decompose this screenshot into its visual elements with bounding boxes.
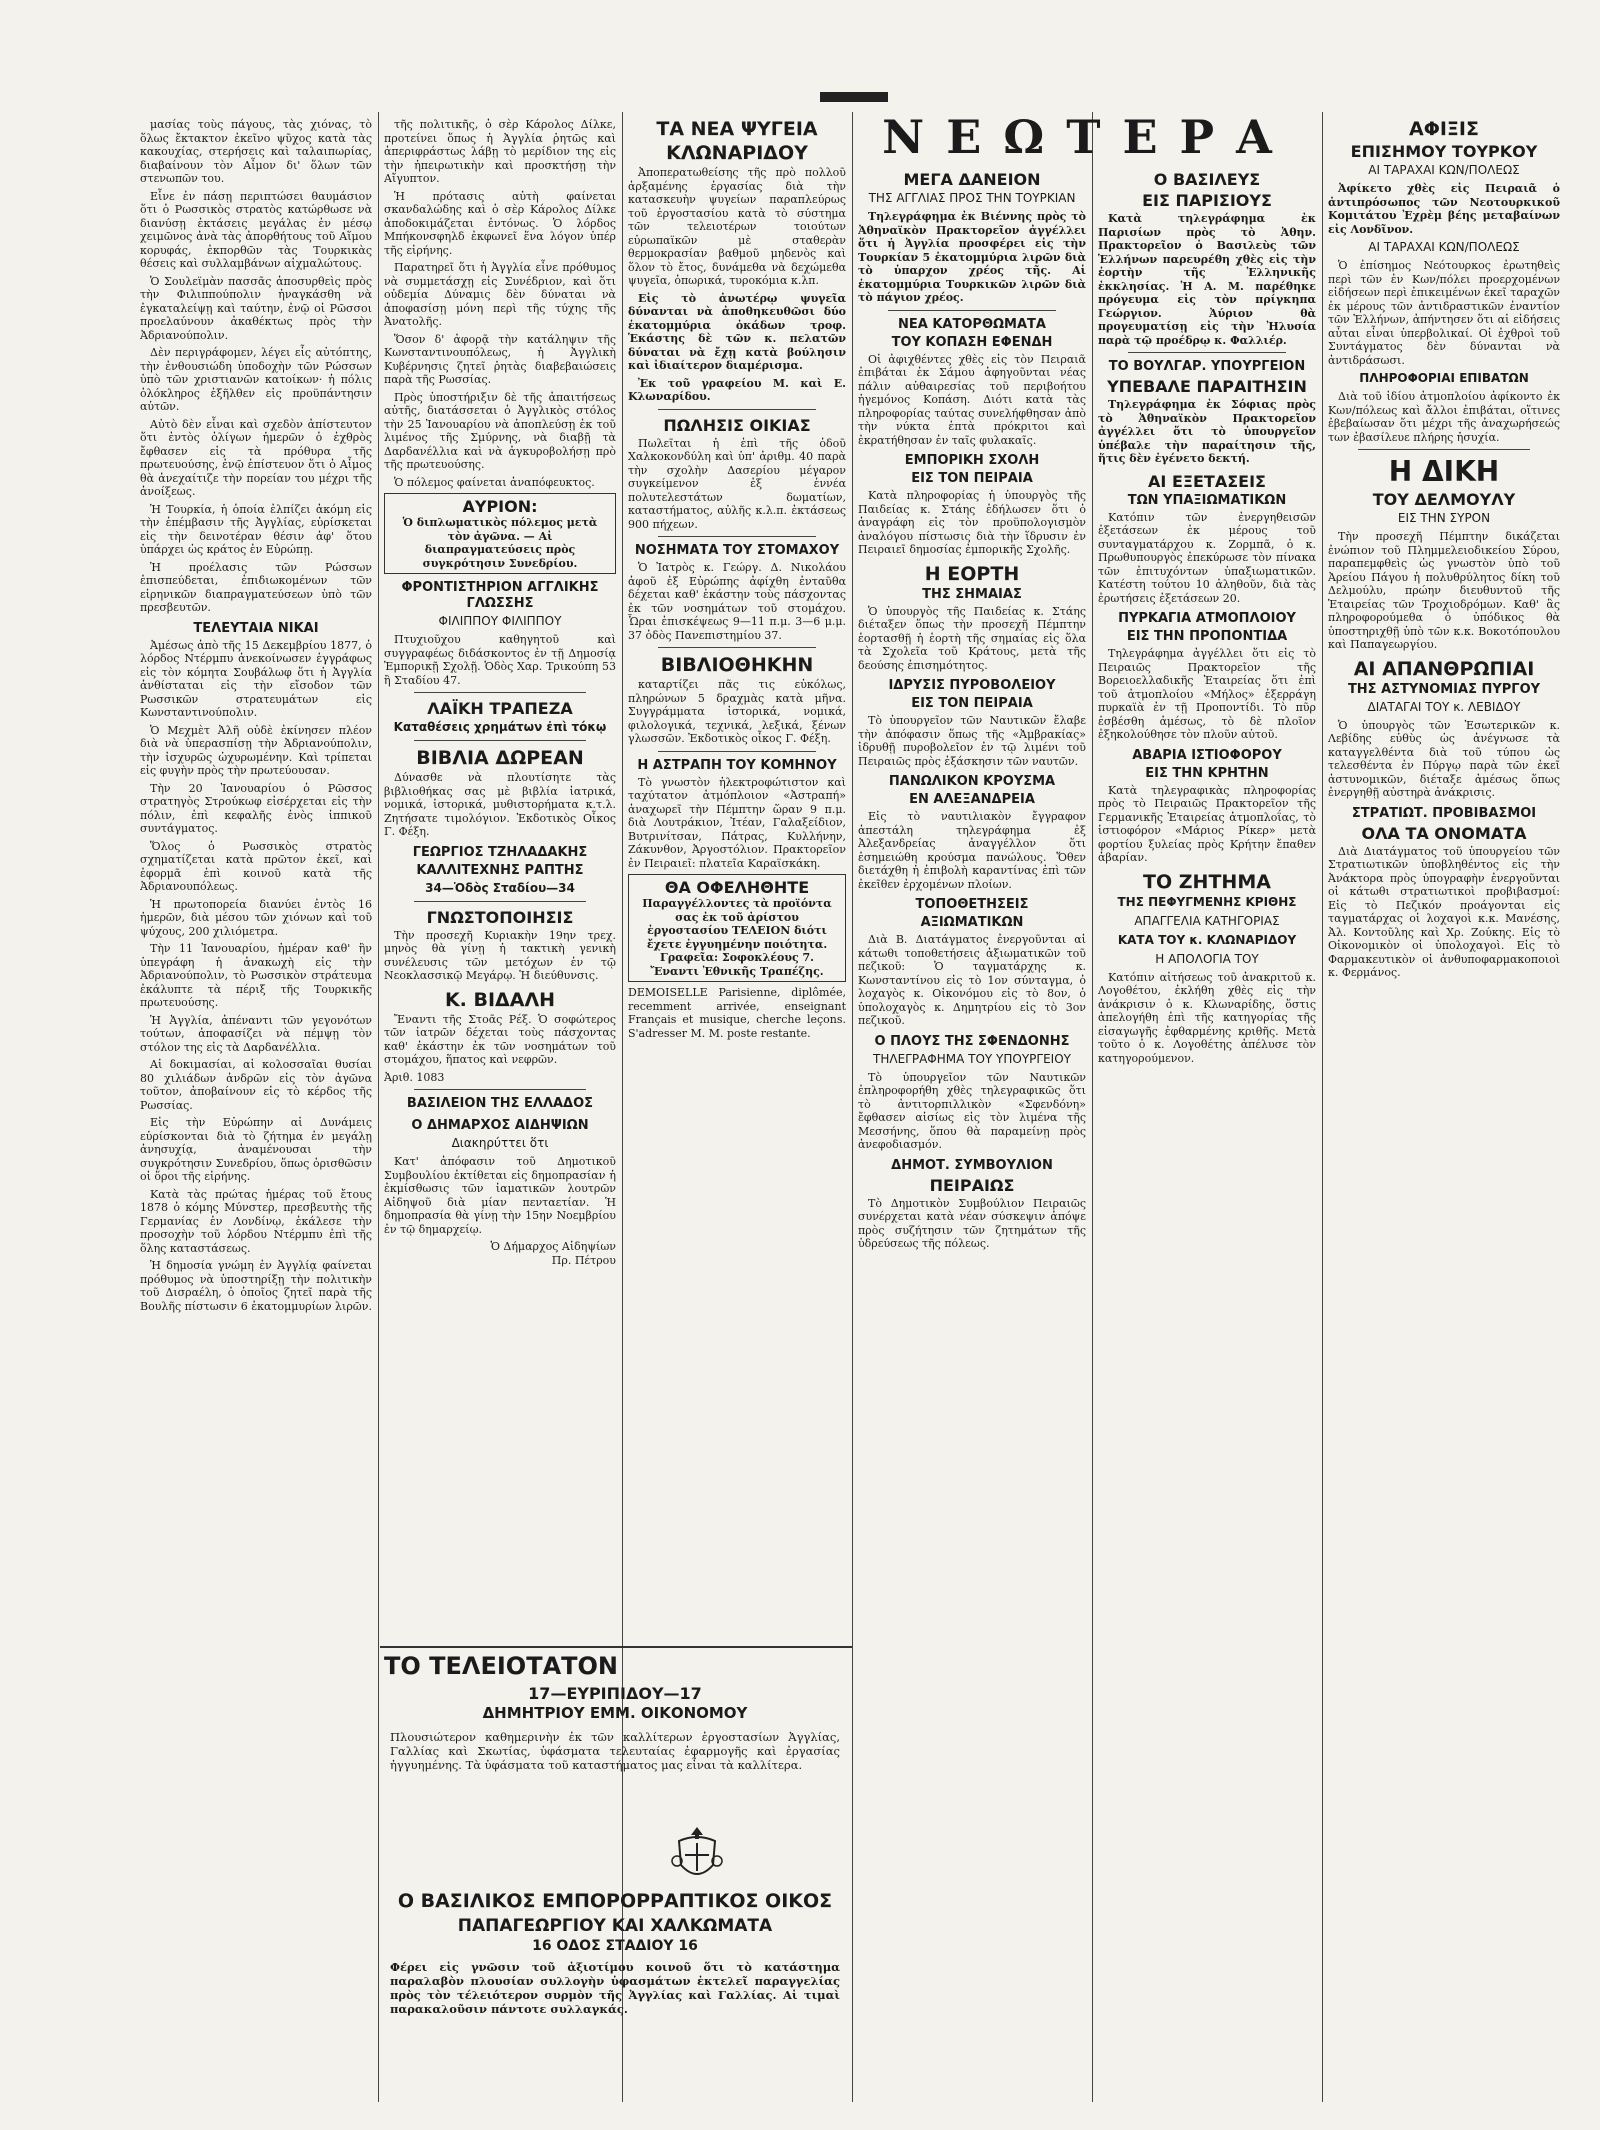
column-rule — [1092, 112, 1093, 2102]
teleiotaton-owner: ΔΗΜΗΤΡΙΟΥ ΕΜΜ. ΟΙΚΟΝΟΜΟΥ — [482, 1704, 748, 1722]
paragraph: Κατὰ τηλεγραφικὰς πληροφορίας πρὸς τὸ Πειραιῶς Πρακτορεῖον τῆς Γερμανικῆς Ἑταιρείας ἀτμοπλοΐας, τὸ ἱστιοφόρον «Μάριος Ρίκερ» μετὰ φορτίου ξυλείας πρὸς Κρήτην ἔπαθεν ἀβαρίαν. — [1098, 783, 1316, 864]
paragraph: Τὴν προσεχῆ Πέμπτην δικάζεται ἐνώπιον τοῦ Πλημμελειοδικείου Σύρου, παραπεμφθεὶς ὡς γνωστὸν ὑπὸ τοῦ Ἀρείου Πάγου ἡ πολυθρύλητος δίκη τοῦ Δελμούλυ, πρώην διευθυντοῦ τῆς Ἑταιρείας τῶν Τροχιοδρόμων. Καθ' ἃς πληροφορούμεθα ὁ ὑπόδικος θὰ ὑποστηριχθῇ ὑπὸ τῶν κ.κ. Βοκοτόπουλου καὶ Παπαγεωργίου. — [1328, 530, 1560, 651]
cruelties-heading: ΑΙ ΑΠΑΝΘΡΩΠΙΑΙ — [1353, 657, 1535, 680]
loan-heading: ΜΕΓΑ ΔΑΝΕΙΟΝ — [903, 170, 1041, 189]
paragraph: Πωλεῖται ἡ ἐπὶ τῆς ὁδοῦ Χαλκοκονδύλη καὶ ὑπ' ἀριθμ. 40 παρὰ τὴν σχολὴν Δασερίου μέγαρον συγκείμενον ἐξ ἐννέα πολυτελεστάτων δωματίων, καταστήματος, αὐλῆς κ.λ.π. ἐκτάσεως 900 πήχεων. — [628, 436, 846, 531]
school-heading: ΕΜΠΟΡΙΚΗ ΣΧΟΛΗ — [904, 453, 1040, 468]
reference-number: Ἀριθ. 1083 — [384, 1070, 445, 1084]
tailor-heading: ΓΕΩΡΓΙΟΣ ΤΖΗΛΑΔΑΚΗΣ — [412, 844, 588, 860]
arrival-subheading: ΕΠΙΣΗΜΟΥ ΤΟΥΡΚΟΥ — [1350, 142, 1538, 161]
basilikos-text: Φέρει εἰς γνῶσιν τοῦ ἀξιοτίμου κοινοῦ ὅτι τὸ κατάστημα παραλαβὸν πλουσίαν συλλογὴν ὑφασμάτων ἐκτελεῖ παραγγελίας πρὸς τὸν τέλειότερον συρμὸν τῆς Ἀγγλίας καὶ Γαλλίας. Αἱ τιμαὶ παρακαλοῦσιν πάντοτε συλλαγκάς. — [390, 1960, 840, 2016]
teleiotaton-text: Πλουσιώτερον καθημερινὴν ἐκ τῶν καλλίτερων ἐργοστασίων Ἀγγλίας, Γαλλίας καὶ Σκωτίας, ὑφάσματα τελευταίας ἐφαρμογῆς καὶ ἐργασίας ἠγγυημένης. Τὰ ὑφάσματα τοῦ καταστήματος μας εἶναι τὰ καλλίτερα. — [390, 1730, 840, 1772]
paragraph: Ὅσον δ' ἀφορᾷ τὴν κατάληψιν τῆς Κωνσταντινουπόλεως, ἡ Ἀγγλικὴ Κυβέρνησις ζητεῖ ῥητὰς διαβεβαιώσεις παρὰ τῆς Ρωσσίας. — [384, 332, 616, 386]
frontist-subheading: ΦΙΛΙΠΠΟΥ ΦΙΛΙΠΠΟΥ — [438, 614, 562, 628]
paragraph: Τὸ ὑπουργεῖον τῶν Ναυτικῶν ἐπληροφορήθη χθὲς τηλεγραφικῶς ὅτι τὸ ἀντιτορπιλλικὸν «Σφενδόνη» ἔφθασεν αἰσίως εἰς τὸν λιμένα τῆς Μεσσήνης, ὅπου θὰ παραμείνῃ πρὸς ἀνεφοδιασμόν. — [858, 1070, 1086, 1151]
notice-box — [384, 493, 616, 574]
paragraph: τῆς πολιτικῆς, ὁ σὲρ Κάρολος Δίλκε, προτείνει ὅπως ἡ Ἀγγλία ῥητῶς καὶ ἀπεριφράστως λάβῃ τὸ μερίδιον της εἰς τὴν ἠπειρωτικὴν καὶ προσκτήσῃ τὴν Αἴγυπτον. — [384, 118, 616, 185]
arrival-heading: ΑΦΙΞΙΣ — [1409, 118, 1479, 140]
paragraph: Ἀμέσως ἀπὸ τῆς 15 Δεκεμβρίου 1877, ὁ λόρδος Ντέρμπυ ἀνεκοίνωσεν ἐγγράφως εἰς τὸν κόμητα Σουβάλωφ ὅτι ἡ Ἀγγλία ἀνθίσταται εἰς τὴν εἴσοδον τῶν Ρωσσικῶν στρατευμάτων εἰς Κωνσταντινούπολιν. — [140, 638, 372, 719]
paragraph: Αἱ δοκιμασίαι, αἱ κολοσσαῖαι θυσίαι 80 χιλιάδων ἀνδρῶν εἰς τὸν ἀγῶνα τοῦτον, ἀποβαίνουν εἰς τὸ κέρδος τῆς Ρωσσίας. — [140, 1058, 372, 1112]
council-heading: ΔΗΜΟΤ. ΣΥΜΒΟΥΛΙΟΝ — [891, 1157, 1053, 1173]
ad-rule — [380, 1646, 852, 1648]
kingdom-heading: ΒΑΣΙΛΕΙΟΝ ΤΗΣ ΕΛΛΑΔΟΣ — [406, 1096, 594, 1111]
mayor-subheading: Διακηρύττει ὅτι — [451, 1136, 549, 1150]
paragraph: Εἰς τὸ ναυτιλιακὸν ἔγγραφον ἀπεστάλη τηλεγράφημα ἐξ Ἀλεξανδρείας ἀναγγέλλον ὅτι ἐσημειώθη κρούσμα πανώλους. Ὅθεν διετάχθη ἡ ἐπιβολὴ καραντίνας ἐπὶ τῶν ἐκεῖθεν ἐρχομένων πλοίων. — [858, 810, 1086, 891]
column-rule — [1322, 112, 1323, 2102]
bulgar-subheading: ΥΠΕΒΑΛΕ ΠΑΡΑΙΤΗΣΙΝ — [1107, 377, 1307, 396]
mayor-heading: Ο ΔΗΜΑΡΧΟΣ ΑΙΔΗΨΙΩΝ — [411, 1118, 589, 1133]
paragraph: Αὐτὸ δὲν εἶναι καὶ σχεδὸν ἀπίστευτον ὅτι ἐντὸς ὀλίγων ἡμερῶν ὁ ἐχθρὸς ἔφθασεν εἰς τὰ πρόθυρα τῆς πρωτευούσης, ἐνῷ ἐπίστευον ὅτι ὁ Αἷμος θὰ ἀνεχαίτιζε τὴν πορείαν του μέχρι τῆς ἀνοίξεως. — [140, 417, 372, 498]
paragraph: Οἱ ἀφιχθέντες χθὲς εἰς τὸν Πειραιᾶ ἐπιβάται ἐκ Σάμου ἀφηγοῦνται νέας πάλιν αὐθαιρεσίας τοῦ περιβοήτου ἡγεμόνος Κοπάση. Διότι κατὰ τὰς πληροφορίας ταύτας συνελήφθησαν ἀπὸ τὴν νύκτα ἑπτὰ πρόκριτοι καὶ ἐκρατήθησαν ἐν ταῖς φυλακαῖς. — [858, 352, 1086, 447]
divider — [1128, 352, 1286, 353]
paragraph: Τὴν προσεχῆ Κυριακὴν 19ην τρεχ. μηνὸς θὰ γίνῃ ἡ τακτικὴ γενικὴ συνέλευσις τῶν μετόχων ἐν τῷ Νεοκλασσικῷ Μεγάρῳ. Ἡ διεύθυνσις. — [384, 928, 616, 982]
paragraph: Ὅλος ὁ Ρωσσικὸς στρατὸς σχηματίζεται κατὰ πρῶτον ἐκεῖ, καὶ ἐφορμᾶ ἐπὶ κοινοῦ κατὰ τῆς Ἀδριανουπόλεως. — [140, 839, 372, 893]
column-6 — [1328, 118, 1560, 2108]
divider — [658, 536, 816, 537]
ad-box — [628, 874, 846, 982]
paragraph: Τὴν 20 Ἰανουαρίου ὁ Ρῶσσος στρατηγὸς Στρούκωφ εἰσέρχεται εἰς τὴν πόλιν, ἐπὶ κεφαλῆς ἑνὸς ἱππικοῦ συντάγματος. — [140, 781, 372, 835]
paragraph: Κατὰ τὰς πρώτας ἡμέρας τοῦ ἔτους 1878 ὁ κόμης Μύνστερ, πρεσβευτὴς τῆς Γερμανίας ἐν Λονδίνῳ, ἐκάλεσε τὴν προσοχὴν τοῦ λόρδου Ντέρμπυ ἐπὶ τῆς ὅλης καταστάσεως. — [140, 1187, 372, 1255]
paragraph: Τὸ Δημοτικὸν Συμβούλιον Πειραιῶς συνέρχεται κατὰ νέαν σύσκεψιν ἀπόψε πρὸς συζήτησιν τῶν ζητημάτων τῆς ὑδρεύσεως τῆς πόλεως. — [858, 1196, 1086, 1250]
divider — [414, 901, 586, 902]
paragraph: Ἡ δημοσία γνώμη ἐν Ἀγγλίᾳ φαίνεται πρόθυμος νὰ ὑποστηρίξῃ τὴν πολιτικὴν τοῦ Δισραέλη, ὁ ὁποῖος ζητεῖ παρὰ τῆς Βουλῆς πίστωσιν 6 ἑκατομμυρίων λιρῶν. — [140, 1259, 372, 1313]
damage-subheading: ΕΙΣ ΤΗΝ ΚΡΗΤΗΝ — [1145, 765, 1269, 781]
issue-subheading-3: ΚΑΤΑ ΤΟΥ κ. ΚΛΩΝΑΡΙΔΟΥ — [1117, 932, 1297, 947]
flag-feast-subheading: ΤΗΣ ΣΗΜΑΙΑΣ — [922, 586, 1022, 602]
paragraph: Ὁ πόλεμος φαίνεται ἀναπόφευκτος. — [394, 475, 595, 489]
bank-text: Καταθέσεις χρημάτων ἐπὶ τόκῳ — [393, 720, 607, 734]
paragraph: Κατὰ πληροφορίας ἡ ὑπουργὸς τῆς Παιδείας κ. Στάης ἐδήλωσεν ὅτι ὁ ἀναγράφη εἰς τὸν προϋπολογισμὸν ἀναλόγου πίστωσις διὰ τὴν ἵδρυσιν ἐν Πειραιεῖ δημοσίας ἐμπορικῆς Σχολῆς. — [858, 489, 1086, 556]
paragraph: Εἰς τὴν Εὐρώπην αἱ Δυνάμεις εὑρίσκονται διὰ τὸ ζήτημα ἐν μεγάλῃ ἀνησυχίᾳ, ἀναμένουσαι τὴν συγκρότησιν Συνεδρίου, ὅπως ὁρισθῶσιν οἱ ὅροι τῆς εἰρήνης. — [140, 1116, 372, 1183]
kopasi-subheading: ΤΟΥ ΚΟΠΑΣΗ ΕΦΕΝΔΗ — [891, 334, 1053, 350]
paragraph: Ὁ ὑπουργὸς τῆς Παιδείας κ. Στάης διέταξεν ὅπως τὴν προσεχῆ Πέμπτην ἑορτασθῇ ἡ ἑορτὴ τῆς σημαίας εἰς ὅλα τὰ Σχολεῖα τοῦ Κράτους, μετὰ τῆς δεούσης ἐπισημότητος. — [858, 604, 1086, 672]
paragraph: καταρτίζει πᾶς τις εὐκόλως, πληρώνων 5 δραχμὰς κατὰ μῆνα. Συγγράμματα ἱστορικά, νομικά, φιλολογικά, τεχνικά, λεξικά, ξένων γλωσσῶν. Ἐκδοτικὸς οἶκος Γ. Φέξη. — [628, 678, 846, 745]
fridges-heading: ΤΑ ΝΕΑ ΨΥΓΕΙΑ — [656, 118, 818, 140]
tailor-address: 34—Ὁδὸς Σταδίου—34 — [425, 880, 575, 895]
atrion-heading: ΑΥΡΙΟΝ: — [462, 497, 538, 516]
column-4 — [858, 170, 1086, 2010]
paragraph: Εἶνε ἐν πάσῃ περιπτώσει θαυμάσιον ὅτι ὁ Ρωσσικὸς στρατὸς κατώρθωσε νὰ διανύσῃ ἐκτάσεις μεγάλας ἐν μέσῳ χειμῶνος ἀνὰ τὰς ἀπορθήτους τοῦ Αἵμου κορυφάς, ἐκπορθῶν τὰς Τουρκικὰς θέσεις καὶ συλλαμβάνων αἰχμαλώτους. — [140, 189, 372, 270]
cruelties-subheading: ΤΗΣ ΑΣΤΥΝΟΜΙΑΣ ΠΥΡΓΟΥ — [1347, 681, 1541, 697]
paragraph: Τὴν 11 Ἰανουαρίου, ἡμέραν καθ' ἣν ὑπεγράφη ἡ ἀνακωχὴ εἰς τὴν Ἀδριανούπολιν, τὸ Ρωσσικὸν στράτευμα ἐκάλυπτε τὰ πέριξ τῆς Τουρκικῆς πρωτευούσης. — [140, 942, 372, 1009]
paragraph: Δὲν περιγράφομεν, λέγει εἷς αὐτόπτης, τὴν ἐνθουσιώδη ὑποδοχὴν τῶν Ρώσσων ὑπὸ τῶν χριστιανῶν κατοίκων· ἡ πόλις ὁλόκληρος ἐξῆλθεν εἰς προϋπάντησιν αὐτῶν. — [140, 346, 372, 413]
column-5 — [1098, 170, 1316, 2010]
divider — [414, 692, 586, 693]
paragraph: Ἡ Τουρκία, ἡ ὁποία ἐλπίζει ἀκόμη εἰς τὴν ἐπέμβασιν τῆς Ἀγγλίας, εὑρίσκεται εἰς τὴν δεινοτέραν θέσιν ἀφ' ὅτου ὑπάρχει ὡς κράτος ἐν Εὐρώπῃ. — [140, 502, 372, 556]
exams-heading: ΑΙ ΕΞΕΤΑΣΕΙΣ — [1148, 471, 1266, 491]
mayor-signature: Ὁ Δήμαρχος Αἰδηψίων — [490, 1240, 616, 1253]
teleiotaton-address: 17—ΕΥΡΙΠΙΔΟΥ—17 — [528, 1684, 702, 1703]
sfendoni-subheading: ΤΗΛΕΓΡΑΦΗΜΑ ΤΟΥ ΥΠΟΥΡΓΕΙΟΥ — [873, 1051, 1071, 1066]
placements-subheading: ΑΞΙΩΜΑΤΙΚΩΝ — [920, 915, 1024, 930]
atrion-text: Ὁ διπλωματικὸς πόλεμος μετὰ τὸν ἀγῶνα. — Αἱ διαπραγματεύσεις πρὸς συγκρότησιν Συνεδρίου. — [402, 516, 598, 570]
paragraph: Διὰ Διατάγματος τοῦ ὑπουργείου τῶν Στρατιωτικῶν ὑποβληθέντος εἰς τὴν Ἀνάκτορα πρὸς ὑπογραφὴν ἐνεργοῦνται οἱ κάτωθι στρατιωτικοὶ προβιβασμοί: Εἰς τὸ Πεζικόν προάγονται εἰς ταγματάρχας οἱ λοχαγοὶ κ.κ. Μανέσης, Ἀλ. Κοντοῦλης καὶ Χρ. Ζούκης. Εἰς τὸ Οἰκονομικὸν οἱ ὑπολοχαγοὶ. Εἰς τὸ Φαρμακευτικὸν οἱ ἀνθυποφαρμακοποιοὶ κ. Φερμάνος. — [1328, 844, 1560, 979]
kopasi-heading: ΝΕΑ ΚΑΤΟΡΘΩΜΑΤΑ — [898, 316, 1046, 332]
paragraph: Τὸ ὑπουργεῖον τῶν Ναυτικῶν ἔλαβε τὴν ἀπόφασιν ὅπως τῆς «Ἀμβρακίας» ἱδρυθῇ πυροβολεῖον ἐν τῷ λιμένι τοῦ Πειραιῶς πρὸς ἐξάσκησιν τῶν ναυτῶν. — [858, 714, 1086, 768]
column-rule — [852, 112, 853, 2102]
column-2 — [384, 118, 616, 1638]
bulgar-heading: ΤΟ ΒΟΥΛΓΑΡ. ΥΠΟΥΡΓΕΙΟΝ — [1108, 359, 1306, 374]
divider — [658, 647, 816, 648]
teleiotaton-heading: ΤΟ ΤΕΛΕΙΟΤΑΤΟΝ — [384, 1652, 618, 1680]
paragraph: Κατὰ τηλεγράφημα ἐκ Παρισίων πρὸς τὸ Ἀθην. Πρακτορεῖον ὁ Βασιλεὺς τῶν Ἑλλήνων παρευρέθη χθὲς εἰς τὴν ἑορτὴν τῆς Ἑλληνικῆς ἐκκλησίας. Ἡ Α. Μ. παρέθηκε πρόγευμα εἰς τὸν πρίγκηπα Γεώργιον. Ἀύριον θὰ προγευματίσῃ εἰς τὴν Ἠλυσία παρὰ τῷ προέδρῳ κ. Φαλλιέρ. — [1098, 212, 1316, 347]
paragraph: Ἡ πρωτοπορεία διανύει ἐντὸς 16 ἡμερῶν, διὰ μέσου τῶν χιόνων καὶ τοῦ ψύχους, 200 χιλιόμετρα. — [140, 897, 372, 938]
divider — [658, 751, 816, 752]
paragraph: Κατ' ἀπόφασιν τοῦ Δημοτικοῦ Συμβουλίου ἐκτίθεται εἰς δημοπρασίαν ἡ ἐκμίσθωσις τῶν ἰαματικῶν λουτρῶν Αἰδηψοῦ διὰ μίαν πενταετίαν. Ἡ δημοπρασία θὰ γίνῃ τὴν 15ην Νοεμβρίου ἐν τῷ δημαρχείῳ. — [384, 1155, 616, 1236]
arrival-subheading-2: ΑΙ ΤΑΡΑΧΑΙ ΚΩΝ/ΠΟΛΕΩΣ — [1368, 163, 1520, 177]
paragraph: Εἰς τὸ ἀνωτέρῳ ψυγεῖα δύνανται νὰ ἀποθηκευθῶσι δύο ἑκατομμύρια ὀκάδων τροφ. Ἑκάστης δὲ τῶν κ. πελατῶν δύναται νὰ ἔχῃ κατὰ βούλησιν καὶ ἰδιαίτερον διαμέρισμα. — [628, 291, 846, 372]
unrest-subheading: ΑΙ ΤΑΡΑΧΑΙ ΚΩΝ/ΠΟΛΕΩΣ — [1368, 240, 1520, 254]
trial-subheading-2: ΕΙΣ ΤΗΝ ΣΥΡΟΝ — [1397, 511, 1491, 525]
cruelties-subheading-2: ΔΙΑΤΑΓΑΙ ΤΟΥ κ. ΛΕΒΙΔΟΥ — [1367, 699, 1521, 714]
paragraph: Τηλεγράφημα ἐκ Βιέννης πρὸς τὸ Ἀθηναϊκὸν Πρακτορεῖον ἀγγέλλει ὅτι ἡ Ἀγγλία προσφέρει εἰς τὴν Τουρκίαν 5 ἑκατομμύρια λιρῶν διὰ τὸ ὑπαρχον χρέος τῆς. Αἱ ἑκατομμύρια Τουρκικῶν λιρῶν διὰ τὸ πάγιον χρέος. — [858, 210, 1086, 304]
council-subheading: ΠΕΙΡΑΙΩΣ — [929, 1175, 1015, 1195]
mayor-name: Πρ. Πέτρου — [551, 1253, 616, 1267]
promotions-subheading: ΟΛΑ ΤΑ ΟΝΟΜΑΤΑ — [1361, 823, 1527, 843]
divider — [888, 310, 1056, 311]
frontist-heading: ΦΡΟΝΤΙΣΤΗΡΙΟΝ ΑΓΓΛΙΚΗΣ ΓΛΩΣΣΗΣ — [401, 580, 599, 611]
paragraph: Ἡ προέλασις τῶν Ρώσσων ἐπισπεύδεται, ἐπιδιωκομένων τῶν εἰρηνικῶν διαπραγματεύσεων ὑπὸ τῶν πρεσβευτῶν. — [140, 560, 372, 614]
paragraph: Ἀφίκετο χθὲς εἰς Πειραιᾶ ὁ ἀντιπρόσωπος τῶν Νεοτουρκικοῦ Κομιτάτου Ἐχρὲμ βέης μεταβαίνων εἰς Λονδῖνον. — [1328, 182, 1560, 236]
basilikos-heading: Ο ΒΑΣΙΛΙΚΟΣ ΕΜΠΟΡΟΡΡΑΠΤΙΚΟΣ ΟΙΚΟΣ — [397, 1890, 833, 1912]
paragraph: Ὁ ὑπουργὸς τῶν Ἐσωτερικῶν κ. Λεβίδης εὐθὺς ὡς ἀνέγνωσε τὰ καταγγελθέντα διὰ τοῦ τύπου ὡς τελεσθέντα ἐν Πύργῳ παρὰ τῶν ἐκεῖ ἀστυνομικῶν, διέταξε ἀμέσως ὅπως ἐνεργηθῇ αὐστηρὰ ἀνάκρισις. — [1328, 718, 1560, 799]
paragraph: Ὁ Μεχμὲτ Ἀλῆ οὐδὲ ἐκίνησεν πλέον διὰ νὰ ὑπερασπίσῃ τὴν Ἀδριανούπολιν, τὴν ἰσχυρῶς ὠχυρωμένην. Καὶ τρίπεται εἰς φυγὴν πρὸς τὴν πρωτεύουσαν. — [140, 723, 372, 777]
issue-subheading-4: Η ΑΠΟΛΟΓΙΑ ΤΟΥ — [1155, 951, 1259, 966]
article-heading: ΤΕΛΕΥΤΑΙΑ ΝΙΚΑΙ — [193, 620, 319, 636]
fridges-heading-2: ΚΛΩΝΑΡΙΔΟΥ — [666, 142, 808, 164]
paragraph: Πτυχιοῦχου καθηγητοῦ καὶ συγγραφέως διδάσκοντος ἐν τῇ Δημοσίᾳ Ἐμπορικῇ Σχολῇ. Ὁδὸς Χαρ. Τρικούπη 53 ἢ Σταδίου 47. — [384, 633, 616, 687]
paragraph: Ὁ Ἰατρὸς κ. Γεώργ. Δ. Νικολάου ἀφοῦ ἐξ Εὐρώπης ἀφίχθη ἐνταῦθα δέχεται καθ' ἑκάστην τοὺς πάσχοντας ἐκ τῶν νοσημάτων τοῦ στομάχου. Ὧραι ἐπισκέψεως 9—11 π.μ. 3—6 μ.μ. 37 ὁδὸς Πανεπιστημίου 37. — [628, 561, 846, 642]
paragraph: Διὰ Β. Διατάγματος ἐνεργοῦνται αἱ κάτωθι τοποθετήσεις ἀξιωματικῶν τοῦ πεζικοῦ: Ὁ ταγματάρχης κ. Κωνσταντίνου εἰς τὸ 1ον σύνταγμα, ὁ λοχαγὸς κ. Οἰκονόμου εἰς τὸ 8ον, ὁ ὑπολοχαγὸς κ. Δημητρίου εἰς τὸ 3ον πεζικοῦ. — [858, 933, 1086, 1027]
trial-heading: Η ΔΙΚΗ — [1388, 455, 1500, 488]
artillery-subheading: ΕΙΣ ΤΟΝ ΠΕΙΡΑΙΑ — [911, 696, 1033, 711]
paragraph: Πρὸς ὑποστήριξιν δὲ τῆς ἀπαιτήσεως αὐτῆς, διατάσσεται ὁ Ἀγγλικὸς στόλος τὴν 25 Ἰανουαρίου νὰ ἀποπλεύσῃ ἐκ τοῦ λιμένος τῆς Σμύρνης, νὰ διαβῇ τὰ Δαρδανέλλια καὶ νὰ ἀγκυροβολήσῃ πρὸ τῆς πρωτευούσης. — [384, 390, 616, 471]
divider — [414, 1089, 586, 1090]
paragraph: μασίας τοὺς πάγους, τὰς χιόνας, τὸ ὅλως ἔκτακτον ἐκεῖνο ψῦχος κατὰ τὰς κακουχίας, στερήσεις καὶ ταλαιπωρίας, διαβαίνουν τὸν Αἶμον δι' ὅλων τῶν στενωπῶν του. — [140, 118, 372, 185]
paragraph: Τηλεγράφημα ἐκ Σόφιας πρὸς τὸ Ἀθηναϊκὸν Πρακτορεῖον ἀγγέλλει ὅτι τὸ ὑπουργεῖον ὑπέβαλε τὴν παραίτησιν τῆς, ἥτις δὲν ἐγένετο δεκτή. — [1098, 398, 1316, 465]
paragraph: Τηλεγράφημα ἀγγέλλει ὅτι εἰς τὸ Πειραιῶς Πρακτορεῖον τῆς Βορειοελλαδικῆς Ἑταιρείας ὅτι ἐπὶ τοῦ ἀτμοπλοίου «Μήλος» ἐξερράγη πυρκαϊὰ ἐν τῇ Προποντίδι. Τὸ πῦρ ἐσβέσθη ἀμέσως, τὸ δὲ πλοῖον ἐξηκολούθησε τὸν πλοῦν αὐτοῦ. — [1098, 647, 1316, 741]
paragraph: Παρατηρεῖ ὅτι ἡ Ἀγγλία εἶνε πρόθυμος νὰ συμμετάσχῃ εἰς Συνέδριον, καὶ ὅτι οὐδεμία Δύναμις δὲν δύναται νὰ ἀποφασίσῃ μόνη περὶ τῆς τύχης τῆς Ἀνατολῆς. — [384, 261, 616, 328]
books-heading: ΒΙΒΛΙΑ ΔΩΡΕΑΝ — [416, 747, 584, 769]
paragraph: Ὁ Σουλεϊμὰν πασσᾶς ἀποσυρθεὶς πρὸς τὴν Φιλιππούπολιν ἠναγκάσθη νὰ ἐγκαταλείψῃ καὶ ταύτην, ἐνῷ οἱ Ρῶσσοι προελαύνουν ἀκαθέκτως πρὸς τὴν Ἀδριανούπολιν. — [140, 274, 372, 342]
placements-heading: ΤΟΠΟΘΕΤΗΣΕΙΣ — [915, 897, 1029, 912]
paragraph: Κατόπιν αἰτήσεως τοῦ ἀνακριτοῦ κ. Λογοθέτου, ἐκλήθη χθὲς εἰς τὴν ἀνάκρισιν ὁ κ. Κλωναρίδης, ὅστις ἀπελογήθη ἐπὶ τῆς κατηγορίας τῆς εἰσαγωγῆς ἐφθαρμένης κριθῆς. Μετὰ τοῦτο ὁ κ. Λογοθέτης ἀπέλυσε τὸν κατηγορούμενον. — [1098, 970, 1316, 1065]
benefit-text: Παραγγέλλοντες τὰ προϊόντα σας ἐκ τοῦ ἀρίστου ἐργοστασίου ΤΕΛΕΙΟΝ διότι ἔχετε ἐγγυημένην ποιότητα. Γραφεῖα: Σοφοκλέους 7. Ἔναντι Ἐθνικῆς Τραπέζης. — [642, 897, 832, 978]
astrapi-heading: Η ΑΣΤΡΑΠΗ ΤΟΥ ΚΟΜΗΝΟΥ — [637, 757, 837, 773]
top-rule-mark — [820, 92, 888, 102]
divider — [414, 740, 586, 741]
royal-crest-icon — [669, 1825, 725, 1887]
plague-subheading: ΕΝ ΑΛΕΞΑΝΔΡΕΙΑ — [909, 792, 1035, 807]
paragraph: Ἡ Ἀγγλία, ἀπέναντι τῶν γεγονότων τούτων, ἀποφασίζει νὰ πέμψῃ τὸν στόλον της εἰς τὰ Δαρδανέλλια. — [140, 1013, 372, 1054]
benefit-heading: ΘΑ ΟΦΕΛΗΘΗΤΕ — [664, 878, 810, 897]
damage-heading: ΑΒΑΡΙΑ ΙΣΤΙΟΦΟΡΟΥ — [1132, 747, 1282, 763]
bank-heading: ΛΑΪΚΗ ΤΡΑΠΕΖΑ — [427, 699, 573, 718]
divider — [1358, 449, 1530, 450]
paragraph: Κατόπιν τῶν ἐνεργηθεισῶν ἐξετάσεων ἐκ μέρους τοῦ συνταγματάρχου κ. Ζορμπᾶ, ὁ κ. Πρωθυπουργὸς ἐπεκύρωσε τὸν πίνακα τῶν ἐπιτυχόντων ὑπαξιωματικῶν. Κατέστη τούτου 10 ἀληθοῦν, διὰ τὰς ἐρωτήσεις ἐξετάσεων 20. — [1098, 510, 1316, 605]
paragraph: Ἐκ τοῦ γραφείου Μ. καὶ Ε. Κλωναρίδου. — [628, 376, 846, 403]
paragraph: Διὰ τοῦ ἰδίου ἀτμοπλοίου ἀφίκοντο ἐκ Κων/πόλεως καὶ ἄλλοι ἐπιβάται, οἵτινες ἐβεβαίωσαν ὅτι μέχρι τῆς ἀναχωρήσεώς των ἐβασίλευε πλήρης ἡσυχία. — [1328, 390, 1560, 444]
king-subheading: ΕΙΣ ΠΑΡΙΣΙΟΥΣ — [1142, 191, 1272, 210]
vidali-heading: Κ. ΒΙΔΑΛΗ — [444, 988, 556, 1011]
paragraph: Ἡ πρότασις αὐτὴ φαίνεται σκανδαλώδης καὶ ὁ σὲρ Κάρολος Δίλκε ἀποδοκιμάζεται ἐντόνως. Ὁ λόρδος Μπήκονσφηλδ ἐκφωνεῖ ἕνα λόγον ὑπέρ τῆς εἰρήνης. — [384, 189, 616, 257]
promotions-heading: ΣΤΡΑΤΙΩΤ. ΠΡΟΒΙΒΑΣΜΟΙ — [1351, 805, 1537, 821]
issue-subheading-2: ΑΠΑΓΓΕΛΙΑ ΚΑΤΗΓΟΡΙΑΣ — [1134, 913, 1280, 928]
loan-subheading: ΤΗΣ ΑΓΓΛΙΑΣ ΠΡΟΣ ΤΗΝ ΤΟΥΡΚΙΑΝ — [868, 191, 1076, 205]
section-masthead: ΝΕΩΤΕΡΑ — [882, 110, 1294, 164]
divider — [658, 409, 816, 410]
king-heading: Ο ΒΑΣΙΛΕΥΣ — [1153, 170, 1261, 189]
column-1 — [140, 118, 372, 2098]
house-sale-heading: ΠΩΛΗΣΙΣ ΟΙΚΙΑΣ — [663, 415, 811, 435]
artillery-heading: ΙΔΡΥΣΙΣ ΠΥΡΟΒΟΛΕΙΟΥ — [888, 678, 1056, 693]
paragraph: Ἔναντι τῆς Στοᾶς Ρέξ. Ὁ σοφώτερος τῶν ἰατρῶν δέχεται τοὺς πάσχοντας καθ' ἑκάστην ἐκ τῶν νοσημάτων τοῦ στομάχου, ἥπατος καὶ νεφρῶν. — [384, 1012, 616, 1066]
school-subheading: ΕΙΣ ΤΟΝ ΠΕΙΡΑΙΑ — [911, 471, 1033, 486]
issue-subheading: ΤΗΣ ΠΕΦΥΓΜΕΝΗΣ ΚΡΙΘΗΣ — [1117, 894, 1297, 909]
tailor-subheading: ΚΑΛΛΙΤΕΧΝΗΣ ΡΑΠΤΗΣ — [416, 862, 584, 878]
library-heading: ΒΙΒΛΙΟΘΗΚΗΝ — [660, 654, 814, 676]
stomach-heading: ΝΟΣΗΜΑΤΑ ΤΟΥ ΣΤΟΜΑΧΟΥ — [634, 543, 840, 558]
paragraph: Δύνασθε νὰ πλουτίσητε τὰς βιβλιοθήκας σας μὲ βιβλία ἰατρικά, νομικά, ἱστορικά, μυθιστορήματα κ.τ.λ. Ζητήσατε τιμολόγιον. Ἐκδοτικὸς Οἶκος Γ. Φέξη. — [384, 771, 616, 838]
column-3 — [628, 118, 846, 1638]
fire-heading: ΠΥΡΚΑΓΙΑ ΑΤΜΟΠΛΟΙΟΥ — [1118, 611, 1296, 626]
basilikos-owners: ΠΑΠΑΓΕΩΡΓΙΟΥ ΚΑΙ ΧΑΛΚΩΜΑΤΑ — [457, 1916, 773, 1936]
basilikos-address: 16 ΟΔΟΣ ΣΤΑΔΙΟΥ 16 — [532, 1938, 698, 1954]
issue-heading: ΤΟ ΖΗΤΗΜΑ — [1143, 870, 1271, 893]
passengers-subheading: ΠΛΗΡΟΦΟΡΙΑΙ ΕΠΙΒΑΤΩΝ — [1359, 371, 1529, 385]
fire-subheading: ΕΙΣ ΤΗΝ ΠΡΟΠΟΝΤΙΔΑ — [1126, 629, 1288, 644]
trial-subheading: ΤΟΥ ΔΕΛΜΟΥΛΥ — [1372, 490, 1516, 509]
paragraph: Ὁ ἐπίσημος Νεότουρκος ἐρωτηθεὶς περὶ τῶν ἐν Κων/πόλει προερχομένων εἰδήσεων περὶ ἐπικειμένων ἐκεῖ ταραχῶν ἐκ μέρους τῶν ἀντιδραστικῶν ἐναντίον τῶν Ἑλλήνων, ἀπήντησεν ὅτι αἱ εἰδήσεις αὗται εἶναι ὑπερβολικαί. Οἱ ἐχθροὶ τοῦ Συντάγματος δὲν δύνανται νὰ ἀντιδράσωσι. — [1328, 259, 1560, 367]
column-rule — [378, 112, 379, 2102]
paragraph: Ἀποπερατωθείσης τῆς πρὸ πολλοῦ ἀρξαμένης ἐργασίας διὰ τὴν κατασκευὴν ψυγείων παραπλεύρως τοῦ ἐργοστασίου κατὰ τὸ σύστημα τῶν τελειοτέρων τοιούτων εὐρωπαϊκῶν μὲ σταθερὰν θερμοκρασίαν βαθμοῦ μηδενὸς καὶ ὅλον τὸ ἔτος, δυνάμεθα νὰ δεχώμεθα ψυγεῖα, ὀπωρικά, τυροκόμια κ.λπ. — [628, 166, 846, 287]
exams-subheading: ΤΩΝ ΥΠΑΞΙΩΜΑΤΙΚΩΝ — [1127, 492, 1287, 508]
sfendoni-heading: Ο ΠΛΟΥΣ ΤΗΣ ΣΦΕΝΔΟΝΗΣ — [874, 1033, 1070, 1049]
plague-heading: ΠΑΝΩΛΙΚΟΝ ΚΡΟΥΣΜΑ — [888, 774, 1056, 789]
paragraph: DEMOISELLE Parisienne, diplômée, recemment arrivée, enseignant Français et musique, cherche leçons. S'adresser M. M. poste restante. — [628, 986, 846, 1040]
flag-feast-heading: Η ΕΟΡΤΗ — [924, 562, 1020, 585]
paragraph: Τὸ γνωστὸν ἡλεκτροφώτιστον καὶ ταχύτατον ἀτμόπλοιον «Ἀστραπή» ἀναχωρεῖ τὴν Πέμπτην ὥραν 9 π.μ. διὰ Λουτράκιον, Ἰτέαν, Γαλαξείδιον, Βυτρινίτσαν, Πάτρας, Κυλλήνην, Ζάκυνθον, Ἀργοστόλιον. Πρακτορεῖον ἐν Πειραιεῖ: πλατεῖα Καραϊσκάκη. — [628, 775, 846, 870]
notice-heading: ΓΝΩΣΤΟΠΟΙΗΣΙΣ — [426, 907, 574, 927]
